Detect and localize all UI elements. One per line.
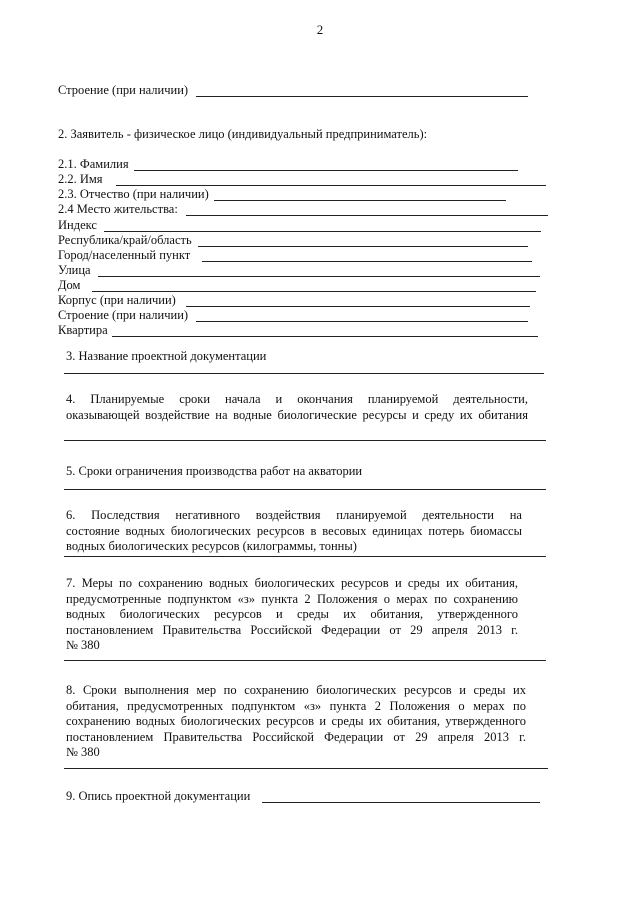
- section-4-input-line[interactable]: [64, 440, 546, 441]
- section-8-text: [66, 683, 526, 761]
- house-field: [58, 277, 536, 293]
- section-9-input-line[interactable]: [262, 802, 540, 803]
- applicant-heading: 2. Заявитель - физическое лицо (индивидуальный предприниматель):: [58, 127, 428, 141]
- section-8-input-line[interactable]: [64, 768, 548, 769]
- index-field: [58, 217, 541, 233]
- patronymic-field: [58, 186, 506, 202]
- section-3-heading: 3. Название проектной документации: [66, 349, 267, 363]
- section-6-line-2: состояние водных биологических ресурсов в весовых единицах потерь биомассы: [66, 523, 522, 538]
- region-label: Республика/край/область: [58, 233, 192, 247]
- section-4-line-2: оказывающей воздействие на водные биологические ресурсы и среду их обитания: [66, 407, 528, 422]
- section-8-line-1: 8. Сроки выполнения мер по сохранению биологических ресурсов и среды их: [66, 683, 526, 697]
- section-4-text: [66, 392, 528, 423]
- surname-field: [58, 156, 518, 172]
- section-6-input-line[interactable]: [64, 556, 546, 557]
- index-label: Индекс: [58, 218, 97, 232]
- section-5-input-line[interactable]: [64, 489, 546, 490]
- building-label-top: Строение (при наличии): [58, 83, 189, 97]
- house-label: Дом: [58, 278, 81, 292]
- patronymic-label: 2.3. Отчество (при наличии): [58, 187, 209, 201]
- section-7-input-line[interactable]: [64, 660, 546, 661]
- section-8-line-5: № 380: [66, 745, 100, 759]
- section-8-line-3: сохранению водных биологических ресурсов и среды их обитания, утвержденного: [66, 714, 526, 728]
- section-7-line-3: водных биологических ресурсов и среды их обитания, утвержденного: [66, 607, 518, 621]
- section-7-line-4: постановлением Правительства Российской Федерации от 29 апреля 2013 г.: [66, 622, 518, 637]
- section-7-line-1: 7. Меры по сохранению водных биологических ресурсов и среды их обитания,: [66, 576, 518, 590]
- surname-label: 2.1. Фамилия: [58, 157, 129, 171]
- section-6-line-3: водных биологических ресурсов (килограммы, тонны): [66, 539, 357, 553]
- section-3-input-line[interactable]: [64, 373, 544, 374]
- apartment-input-line[interactable]: [112, 336, 538, 337]
- section-4-line-1: 4. Планируемые сроки начала и окончания планируемой деятельности,: [66, 392, 528, 406]
- section-7-text: [66, 576, 518, 654]
- korpus-label: Корпус (при наличии): [58, 293, 176, 307]
- building-field: [58, 307, 528, 323]
- building-input-line-top[interactable]: [196, 96, 528, 97]
- street-label: Улица: [58, 263, 91, 277]
- name-label: 2.2. Имя: [58, 172, 103, 186]
- section-9-label: 9. Опись проектной документации: [66, 789, 251, 803]
- page-number: 2: [316, 22, 324, 37]
- city-field: [58, 247, 532, 263]
- section-7-line-5: № 380: [66, 638, 100, 652]
- section-8-line-2: обитания, предусмотренных подпунктом «з» пункта 2 Положения о мерах по: [66, 698, 526, 713]
- name-field: [58, 171, 546, 187]
- region-field: [58, 232, 528, 248]
- section-8-line-4: постановлением Правительства Российской Федерации от 29 апреля 2013 г.: [66, 729, 526, 744]
- residence-label: 2.4 Место жительства:: [58, 202, 178, 216]
- residence-input-line[interactable]: [186, 215, 548, 216]
- residence-field: [58, 201, 548, 217]
- section-6-line-1: 6. Последствия негативного воздействия планируемой деятельности на: [66, 508, 522, 522]
- section-5-heading: 5. Сроки ограничения производства работ на акватории: [66, 464, 363, 478]
- korpus-field: [58, 292, 530, 308]
- apartment-field: [58, 322, 538, 338]
- street-field: [58, 262, 540, 278]
- section-9-field: [66, 788, 540, 804]
- building-field-top: [58, 82, 528, 98]
- section-6-text: [66, 508, 522, 555]
- section-7-line-2: предусмотренные подпунктом «з» пункта 2 Положения о мерах по сохранению: [66, 591, 518, 606]
- city-label: Город/населенный пункт: [58, 248, 191, 262]
- building-label: Строение (при наличии): [58, 308, 189, 322]
- apartment-label: Квартира: [58, 323, 108, 337]
